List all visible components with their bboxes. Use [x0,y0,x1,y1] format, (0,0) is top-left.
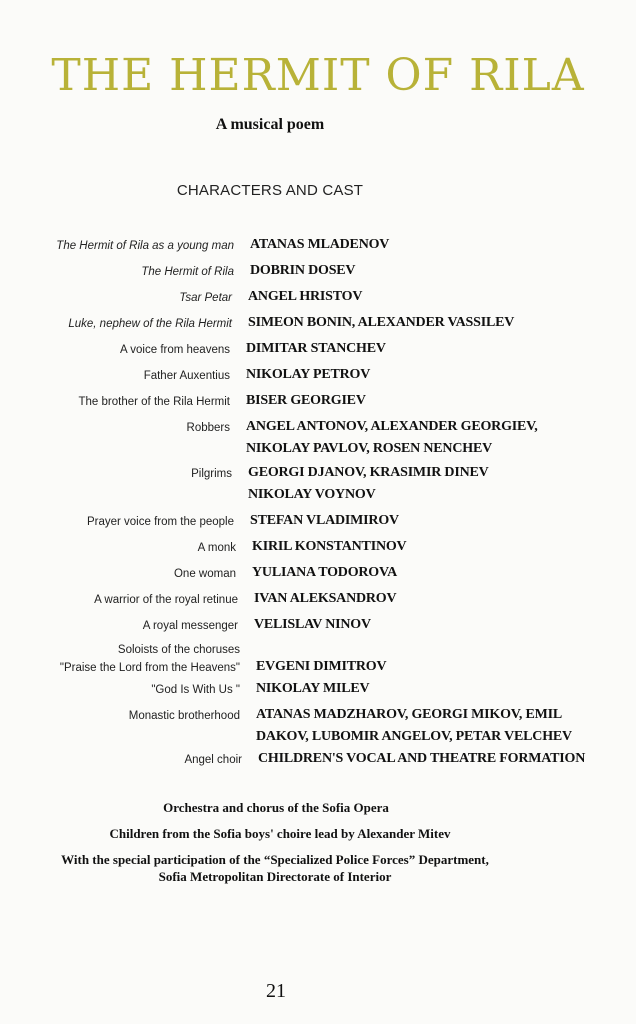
actor-line: DAKOV, LUBOMIR ANGELOV, PETAR VELCHEV [256,729,572,744]
page-title: THE HERMIT OF RILA [51,50,585,101]
actor-line: DIMITAR STANCHEV [246,341,386,356]
cast-actors [248,286,362,308]
cast-role: A voice from heavens [120,344,230,356]
cast-actors [256,678,369,700]
cast-role: The Hermit of Rila as a young man [56,240,234,252]
actor-line: STEFAN VLADIMIROV [250,513,399,528]
cast-role: Luke, nephew of the Rila Hermit [68,318,232,330]
cast-actors [246,390,366,412]
footer-line: With the special participation of the “Specialized Police Forces” Department, [61,852,489,867]
actor-line: ANGEL ANTONOV, ALEXANDER GEORGIEV, [246,419,538,434]
subtitle: A musical poem [215,116,325,133]
footer-line: Sofia Metropolitan Directorate of Interior [158,869,392,884]
actor-line: IVAN ALEKSANDROV [254,591,397,606]
actor-line: NIKOLAY PAVLOV, ROSEN NENCHEV [246,441,492,456]
cast-role: "Praise the Lord from the Heavens" [59,662,240,674]
actor-line: ATANAS MADZHAROV, GEORGI MIKOV, EMIL [256,707,563,722]
cast-actors [250,234,389,256]
cast-role: Angel choir [184,754,242,766]
cast-actors [254,588,396,610]
actor-line: NIKOLAY PETROV [246,367,371,382]
cast-role: Soloists of the choruses [117,644,240,656]
actor-line: CHILDREN'S VOCAL AND THEATRE FORMATION [258,751,586,766]
cast-role: A royal messenger [142,620,238,632]
cast-role: Tsar Petar [179,292,232,304]
actor-line: KIRIL KONSTANTINOV [252,539,407,554]
actor-line: SIMEON BONIN, ALEXANDER VASSILEV [248,315,515,330]
cast-actors [246,338,386,360]
cast-actors [246,364,370,386]
cast-actors [248,462,489,506]
cast-role: A warrior of the royal retinue [94,594,238,606]
footer-line: Orchestra and chorus of the Sofia Opera [163,800,389,815]
cast-role: "God Is With Us " [151,684,240,696]
cast-actors [258,748,585,770]
footer-line: Children from the Sofia boys' choire lead by Alexander Mitev [109,826,451,841]
cast-role: Monastic brotherhood [128,710,240,722]
actor-line: DOBRIN DOSEV [250,263,356,278]
cast-actors [254,614,371,636]
cast-role: Father Auxentius [143,370,230,382]
actor-line: NIKOLAY MILEV [256,681,370,696]
cast-actors [252,562,397,584]
cast-role: One woman [173,568,236,580]
cast-actors [250,510,399,532]
actor-line: ANGEL HRISTOV [248,289,363,304]
cast-role: The Hermit of Rila [141,266,234,278]
cast-role: A monk [197,542,236,554]
actor-line: ATANAS MLADENOV [250,237,390,252]
cast-role: Robbers [186,422,230,434]
cast-actors [256,704,572,748]
actor-line: VELISLAV NINOV [254,617,371,632]
cast-actors [256,656,386,678]
cast-actors [246,416,538,460]
actor-line: GEORGI DJANOV, KRASIMIR DINEV [248,465,489,480]
cast-actors [248,312,514,334]
cast-actors [252,536,406,558]
cast-role: Pilgrims [191,468,232,480]
actor-line: NIKOLAY VOYNOV [248,487,376,502]
cast-role: Prayer voice from the people [86,516,234,528]
section-heading: CHARACTERS AND CAST [176,182,364,199]
cast-actors [250,260,355,282]
actor-line: YULIANA TODOROVA [252,565,398,580]
page-number: 21 [266,980,286,1002]
actor-line: EVGENI DIMITROV [256,659,387,674]
actor-line: BISER GEORGIEV [246,393,366,408]
cast-role: The brother of the Rila Hermit [78,396,230,408]
